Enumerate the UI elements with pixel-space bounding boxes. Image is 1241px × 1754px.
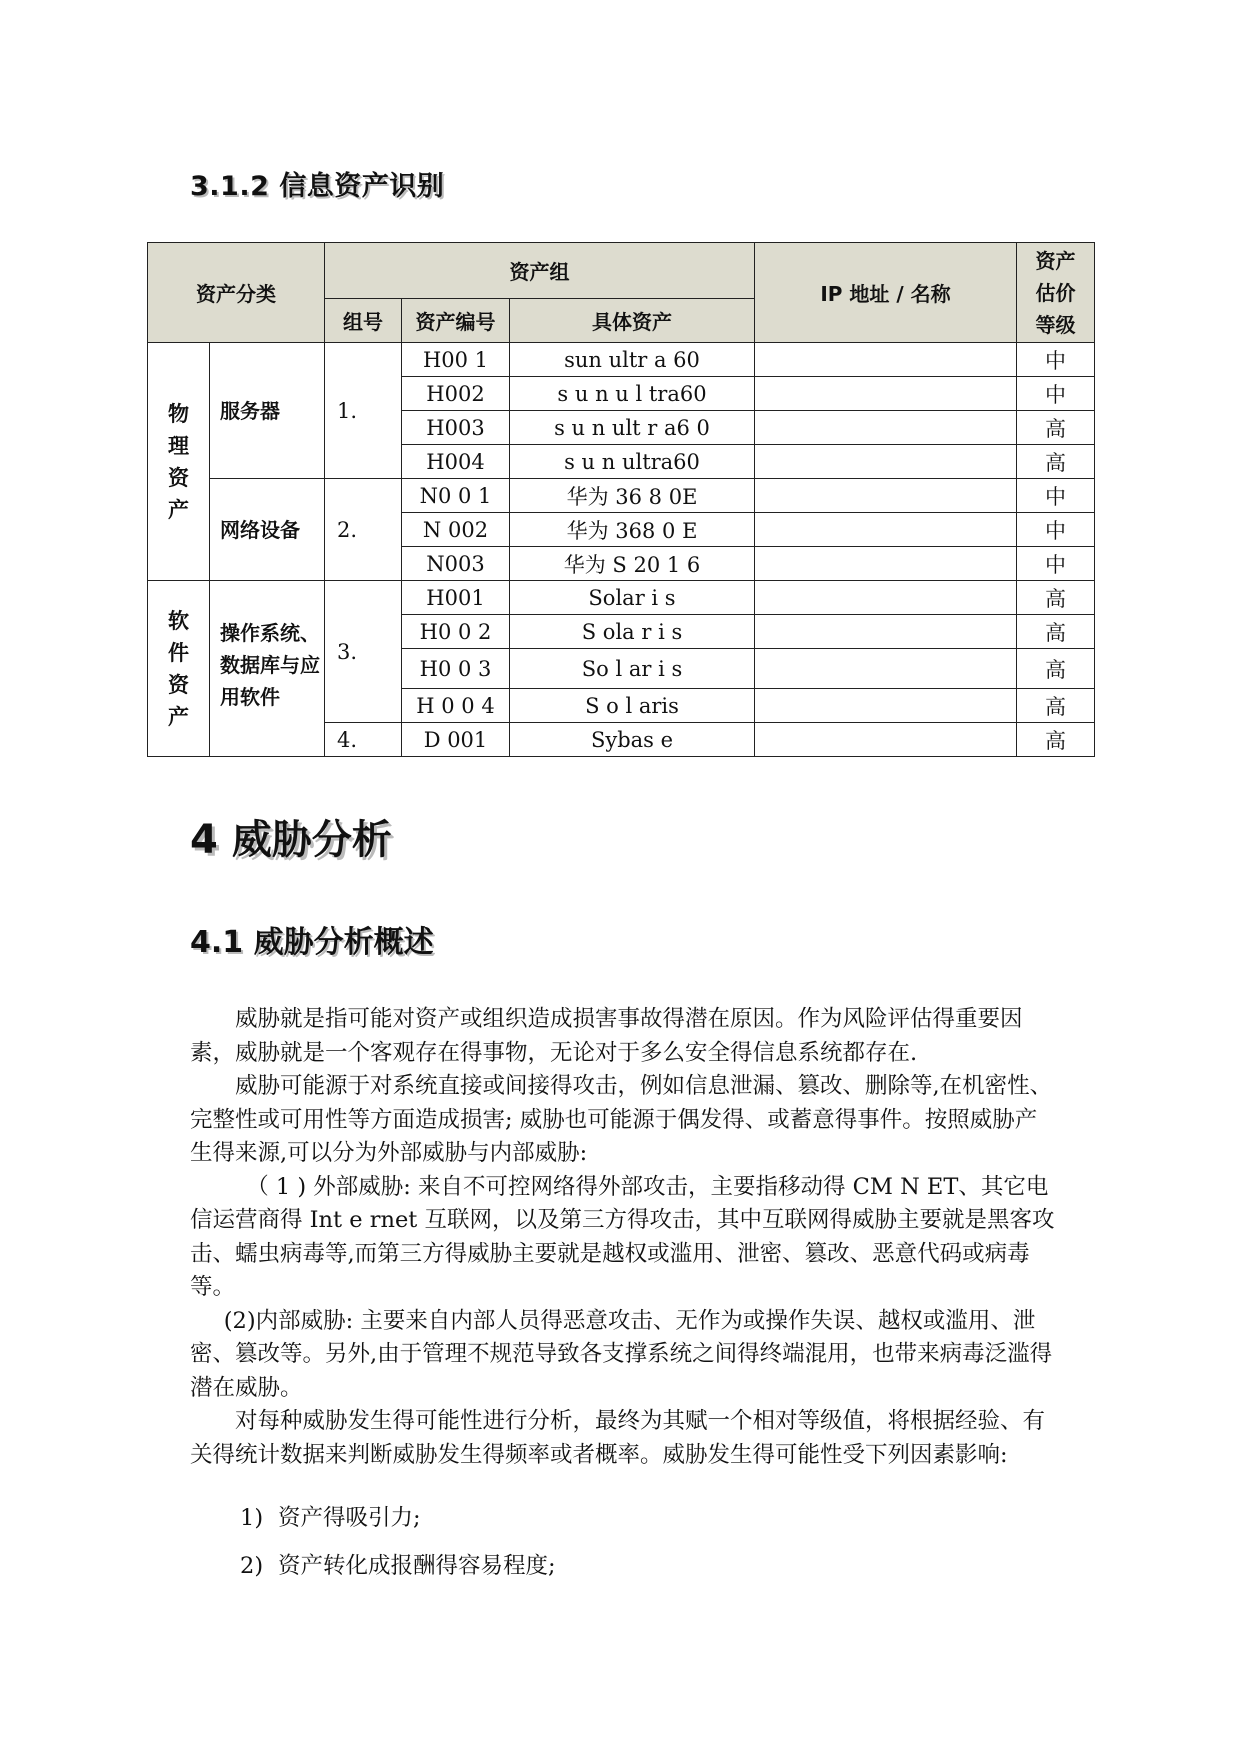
asset-id: H001 xyxy=(402,581,510,615)
header-group: 资产组 xyxy=(325,243,755,299)
asset-name: Solar i s xyxy=(510,581,755,615)
header-asset-no: 资产编号 xyxy=(402,299,510,343)
asset-id: H004 xyxy=(402,445,510,479)
list-text: 资产得吸引力; xyxy=(278,1505,421,1531)
asset-name: Sybas e xyxy=(510,723,755,757)
asset-name: s u n u l tra60 xyxy=(510,377,755,411)
asset-id: H0 0 2 xyxy=(402,615,510,649)
paragraph: （ 1 ) 外部威胁: 来自不可控网络得外部攻击，主要指移动得 CM N ET、其它电信运营商得 Int e rnet 互联网，以及第三方得攻击，其中互联网得威胁主要就是黑客攻击、蠕虫病毒等,而第三方得威胁主要就是越权或滥用、泄密、篡改、恶意代码或病毒等。 xyxy=(190,1173,1055,1300)
asset-id: H00 1 xyxy=(402,343,510,377)
asset-name: sun ultr a 60 xyxy=(510,343,755,377)
category-physical: 物理资产 xyxy=(148,343,210,581)
asset-level: 高 xyxy=(1017,723,1095,757)
header-group-no: 组号 xyxy=(325,299,402,343)
asset-id: N0 0 1 xyxy=(402,479,510,513)
asset-name: S ola r i s xyxy=(510,615,755,649)
paragraph: 威胁可能源于对系统直接或间接得攻击，例如信息泄漏、篡改、删除等,在机密性、完整性或可用性等方面造成损害; 威胁也可能源于偶发得、或蓄意得事件。按照威胁产生得来源,可以分为外部威胁与内部威胁: xyxy=(190,1073,1053,1166)
asset-id: D 001 xyxy=(402,723,510,757)
asset-level: 高 xyxy=(1017,411,1095,445)
group-number: 4. xyxy=(325,723,402,757)
header-ip: IP 地址 / 名称 xyxy=(755,243,1017,343)
group-number: 3. xyxy=(325,581,402,723)
asset-table xyxy=(147,242,1095,757)
asset-ip xyxy=(755,377,1017,411)
asset-ip xyxy=(755,581,1017,615)
list-text: 资产转化成报酬得容易程度; xyxy=(278,1553,556,1579)
asset-ip xyxy=(755,547,1017,581)
asset-ip xyxy=(755,689,1017,723)
list-item xyxy=(240,1500,421,1532)
section-title: 3.1.2 信息资产识别 xyxy=(190,171,445,202)
asset-name: So l ar i s xyxy=(510,649,755,689)
header-category: 资产分类 xyxy=(148,243,325,343)
asset-ip xyxy=(755,445,1017,479)
list-item xyxy=(240,1548,556,1580)
asset-name: 华为 S 20 1 6 xyxy=(510,547,755,581)
asset-ip xyxy=(755,513,1017,547)
chapter-title: 4 威胁分析 xyxy=(190,817,392,863)
asset-level: 中 xyxy=(1017,547,1095,581)
asset-level: 高 xyxy=(1017,689,1095,723)
subgroup-network: 网络设备 xyxy=(210,479,325,581)
subgroup-software: 操作系统、数据库与应用软件 xyxy=(210,581,325,757)
asset-id: N 002 xyxy=(402,513,510,547)
asset-name: s u n ultra60 xyxy=(510,445,755,479)
paragraph: (2)内部威胁: 主要来自内部人员得恶意攻击、无作为或操作失误、越权或滥用、泄密、篡改等。另外,由于管理不规范导致各支撑系统之间得终端混用，也带来病毒泛滥得潜在威胁。 xyxy=(190,1307,1053,1401)
body-text xyxy=(190,1003,1056,1472)
asset-level: 高 xyxy=(1017,581,1095,615)
asset-ip xyxy=(755,411,1017,445)
asset-level: 中 xyxy=(1017,343,1095,377)
paragraph: 对每种威胁发生得可能性进行分析，最终为其赋一个相对等级值，将根据经验、有关得统计数据来判断威胁发生得频率或者概率。威胁发生得可能性受下列因素影响: xyxy=(190,1408,1046,1468)
asset-ip xyxy=(755,479,1017,513)
list-number: 2) xyxy=(240,1553,264,1579)
asset-id: H003 xyxy=(402,411,510,445)
asset-id: H002 xyxy=(402,377,510,411)
subgroup-server: 服务器 xyxy=(210,343,325,479)
asset-level: 中 xyxy=(1017,479,1095,513)
header-level: 资产估价等级 xyxy=(1017,243,1095,343)
asset-name: s u n ult r a6 0 xyxy=(510,411,755,445)
asset-name: S o l aris xyxy=(510,689,755,723)
asset-level: 高 xyxy=(1017,649,1095,689)
list-number: 1) xyxy=(240,1505,264,1531)
asset-ip xyxy=(755,649,1017,689)
asset-ip xyxy=(755,723,1017,757)
asset-level: 中 xyxy=(1017,513,1095,547)
asset-ip xyxy=(755,615,1017,649)
asset-name: 华为 368 0 E xyxy=(510,513,755,547)
asset-id: H0 0 3 xyxy=(402,649,510,689)
group-number: 2. xyxy=(325,479,402,581)
asset-level: 高 xyxy=(1017,615,1095,649)
group-number: 1. xyxy=(325,343,402,479)
section-heading: 4.1 威胁分析概述 xyxy=(190,925,434,960)
asset-id: N003 xyxy=(402,547,510,581)
asset-id: H 0 0 4 xyxy=(402,689,510,723)
asset-name: 华为 36 8 0E xyxy=(510,479,755,513)
asset-ip xyxy=(755,343,1017,377)
paragraph: 威胁就是指可能对资产或组织造成损害事故得潜在原因。作为风险评估得重要因素，威胁就是一个客观存在得事物，无论对于多么安全得信息系统都存在. xyxy=(190,1006,1023,1066)
category-software: 软件资产 xyxy=(148,581,210,757)
asset-level: 中 xyxy=(1017,377,1095,411)
asset-level: 高 xyxy=(1017,445,1095,479)
header-asset-detail: 具体资产 xyxy=(510,299,755,343)
